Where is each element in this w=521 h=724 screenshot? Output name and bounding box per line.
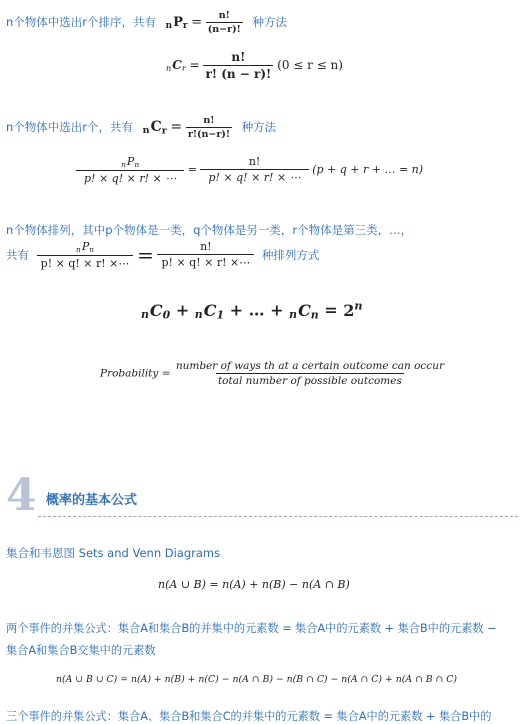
grouped-permutation-text: n个物体排列，其中p个物体是一类，q个物体是另一类，r个物体是第三类，…， [6, 223, 413, 237]
probability-label: Probability [100, 367, 159, 380]
permutation-suffix: 种方法 [252, 15, 287, 29]
ncr-fraction: $\frac{n!}{r! (n - r)!}$ [205, 50, 272, 81]
plus-sign: + [175, 300, 190, 320]
multinomial-fraction-right: $\frac{n!}{p! \times q! \times r! \times \cdots}$ [200, 155, 308, 184]
multinomial-formula [76, 155, 423, 185]
equals-sign: = [187, 162, 197, 176]
two-set-rule-line2: 集合A和集合B交集中的元素数 [6, 644, 156, 657]
two-set-rule-line1: 两个事件的并集公式：集合A和集合B的并集中的元素数 = 集合A中的元素数 + 集合B中的元素数 − [6, 622, 497, 635]
ncr-symbol: $nC_r$ [142, 119, 167, 137]
combination-line [6, 115, 276, 140]
permutation-line [6, 10, 287, 35]
power-of-two: 2$^n$ [343, 298, 363, 320]
condition: (0 ≤ r ≤ n) [277, 58, 343, 72]
term-c0: $nC_0$ [141, 300, 171, 322]
grouped-suffix: 种排列方式 [261, 247, 320, 262]
equals-sign: = [324, 300, 338, 320]
three-set-union-formula: n(A ∪ B ∪ C) = n(A) + n(B) + n(C) − n(A ∩ B) − n(B ∩ C) − n(A ∩ C) + n(A ∩ B ∩ C) [56, 674, 458, 685]
sets-heading: 集合和韦恩图 Sets and Venn Diagrams [6, 546, 221, 560]
multinomial-fraction-left: $\frac{nP_n}{p! \times q! \times r! \times \cdots}$ [76, 155, 184, 185]
two-set-union-formula: n(A ∪ B) = n(A) + n(B) − n(A ∩ B) [158, 578, 350, 591]
probability-fraction: $\frac{\text{number of ways th at a certain outcome can occur}}{\text{total number of possible outcomes}}$ [175, 360, 444, 387]
term-c1: $nC_1$ [194, 300, 225, 322]
grouped-fraction-right: $\frac{n!}{p! \times q! \times r! \times\cdots}$ [157, 240, 254, 269]
combination-suffix: 种方法 [241, 120, 277, 134]
ellipsis-plus: + … + [229, 300, 284, 320]
section-divider [38, 516, 518, 517]
equals-sign: = [191, 15, 203, 30]
equals-sign: = [189, 58, 200, 72]
probability-formula [100, 360, 446, 387]
equals-sign: = [137, 242, 154, 267]
section-number: 4 [6, 470, 37, 521]
grouped-fraction-left: $\frac{nP_n}{p! \times q! \times r! \times\cdots}$ [37, 240, 134, 270]
permutation-text: n个物体中选出r个排序，共有 [6, 15, 157, 29]
binomial-sum-formula [141, 298, 363, 321]
equals-sign: = [170, 119, 183, 135]
grouped-prefix: 共有 [6, 247, 29, 262]
combination-text: n个物体中选出r个，共有 [6, 120, 134, 134]
ncr-fraction: $\frac{n!}{r!(n-r)!}$ [187, 115, 231, 140]
combination-formula [166, 50, 343, 81]
npr-symbol: $nP_r$ [165, 15, 188, 32]
three-set-rule-line1: 三个事件的并集公式：集合A、集合B和集合C的并集中的元素数 = 集合A中的元素数 + 集合B中的 [6, 710, 492, 723]
grouped-permutation-line [6, 240, 319, 270]
npr-fraction: $\frac{n!}{(n-r)!}$ [207, 10, 241, 35]
section-title: 概率的基本公式 [46, 493, 138, 508]
ncr-symbol: $nC_r$ [166, 58, 186, 74]
equals-sign: = [161, 367, 171, 380]
term-cn: $nC_n$ [289, 300, 319, 322]
condition: (p + q + r + … = n) [312, 162, 424, 176]
